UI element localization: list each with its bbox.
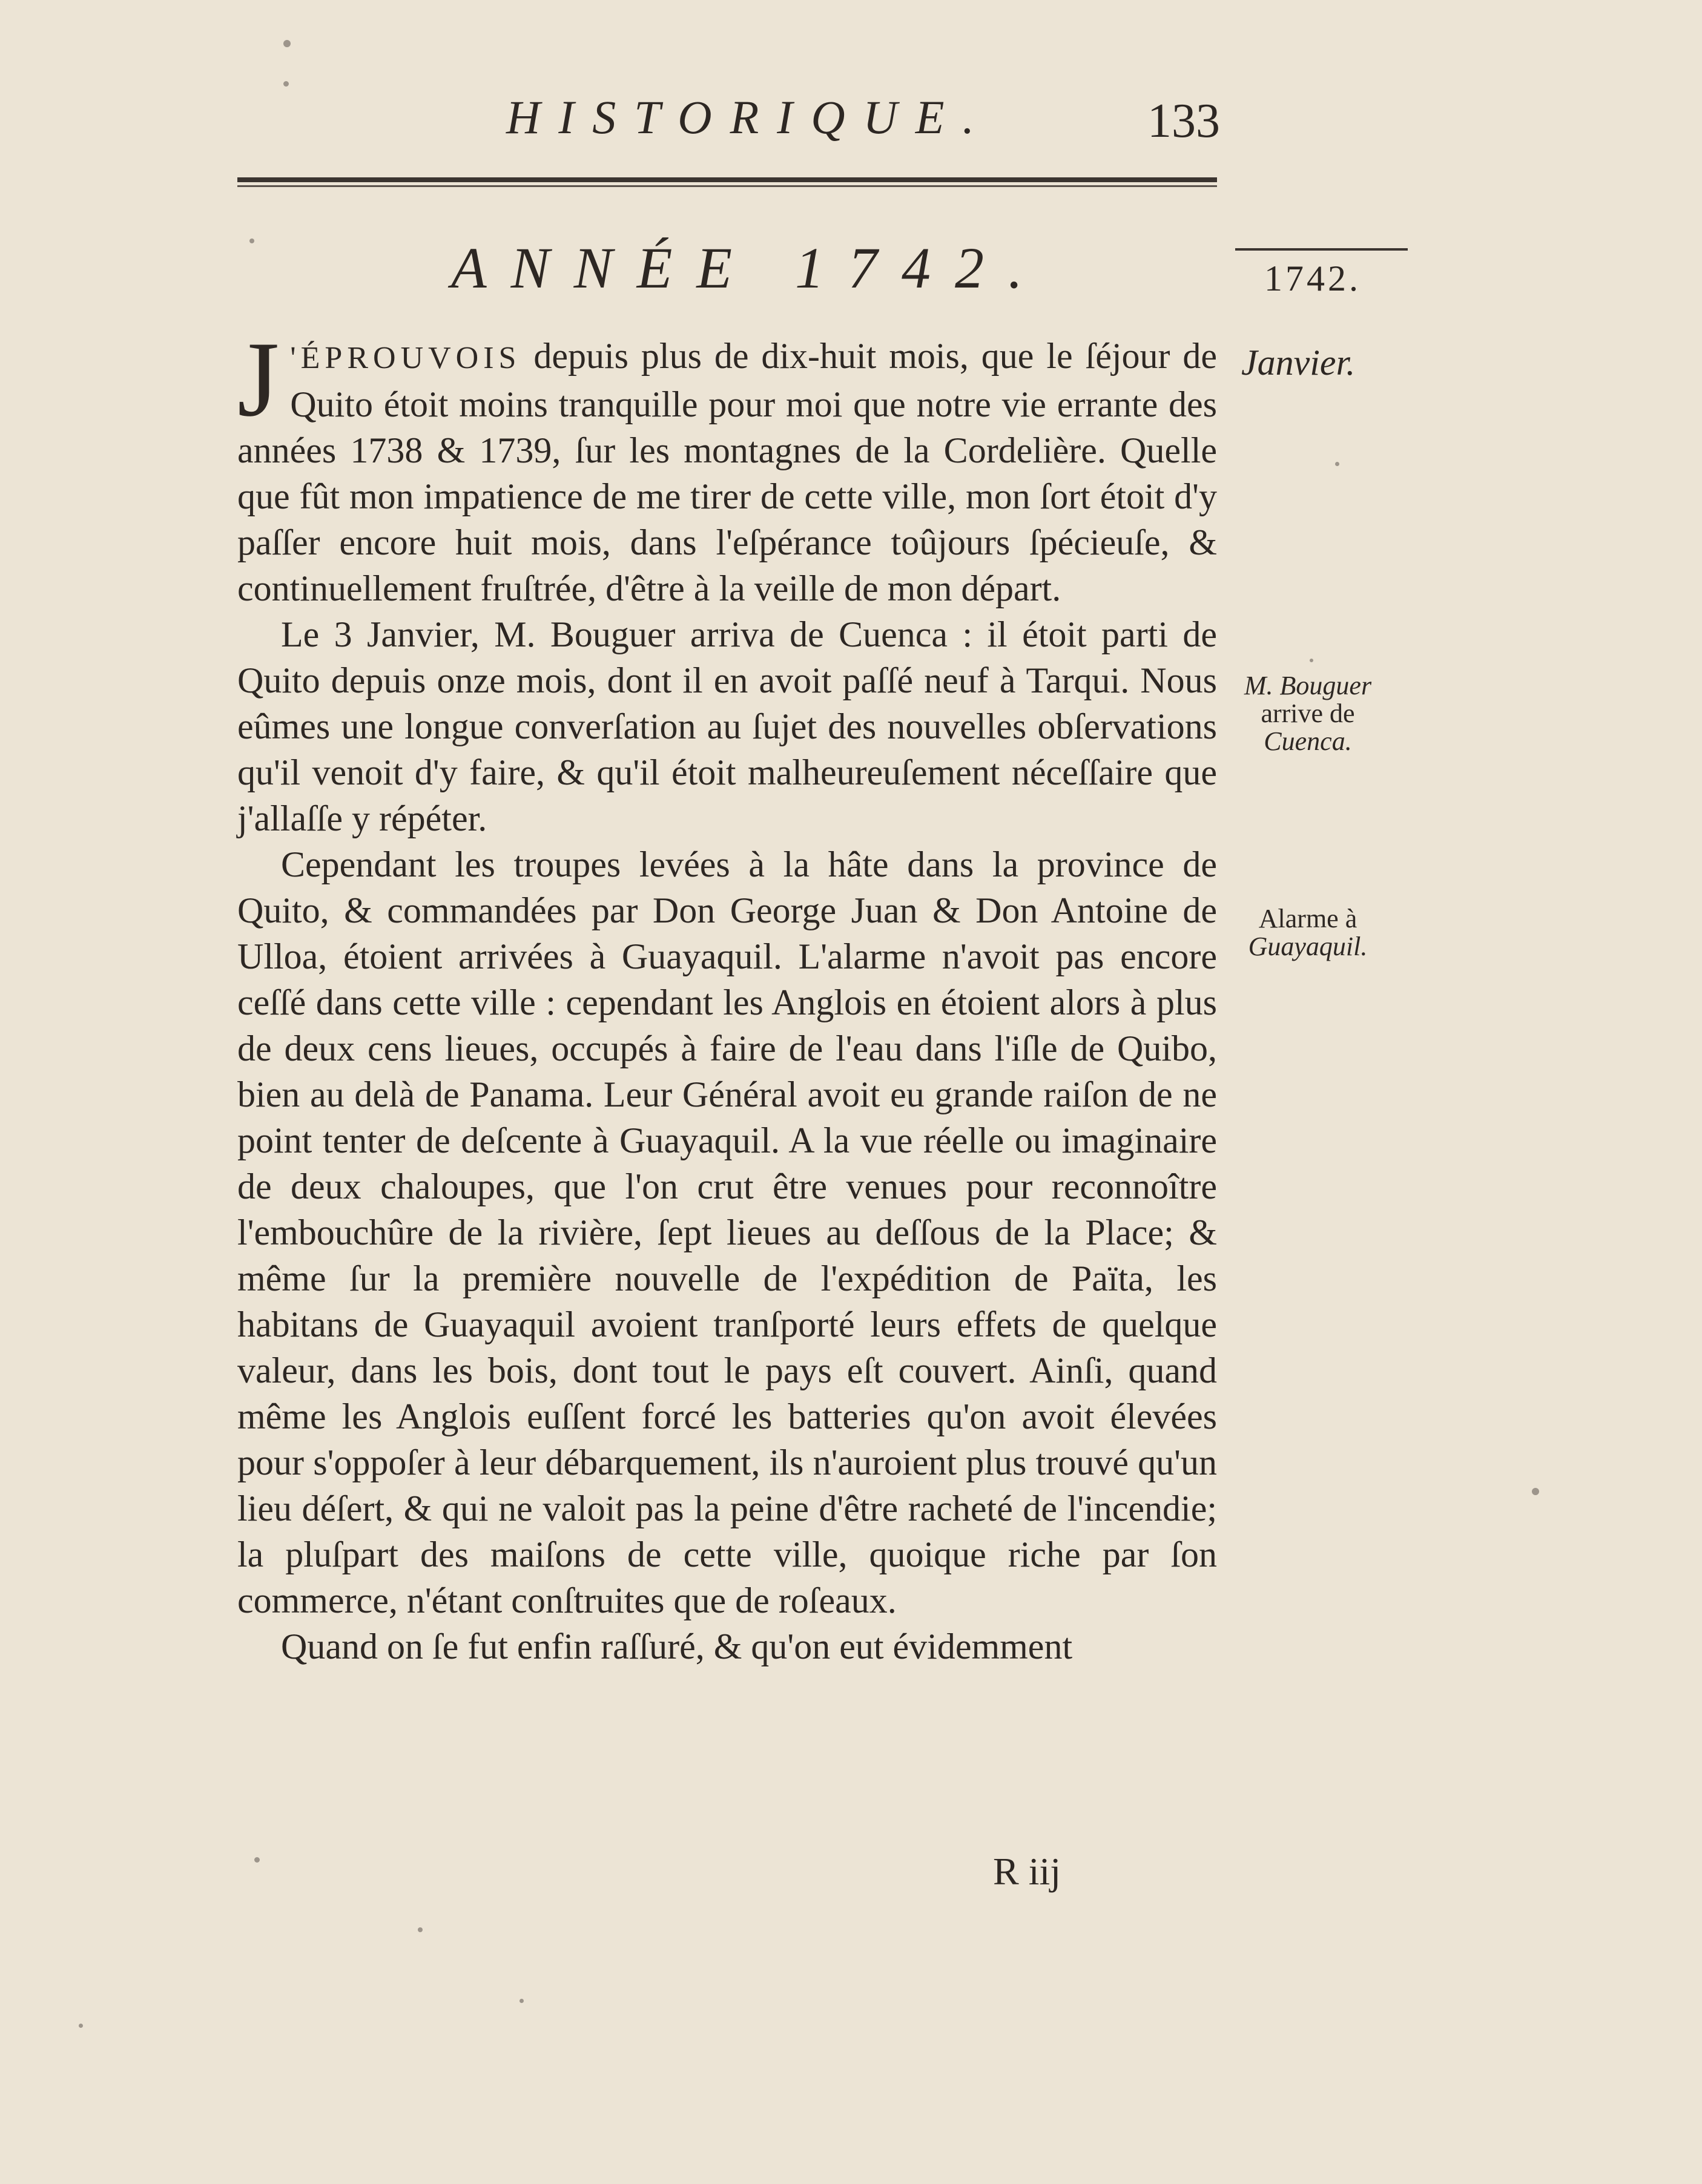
- paragraph-3: Cependant les troupes levées à la hâte dans la province de Quito, & commandées par Don George Juan & Don Antoine de Ulloa, étoient arrivées à Guayaquil. L'alarme n'avoit pas encore ceſſé dans cette ville : cependant les Anglois en étoient alors à plus de deux cens lieues, occupés à faire de l'eau dans l'iſle de Quibo, bien au delà de Panama. Leur Général avoit eu grande raiſon de ne point tenter de deſcente à Guayaquil. A la vue réelle ou imaginaire de deux chaloupes, que l'on crut être venues pour reconnoître l'embouchûre de la rivière, ſept lieues au deſſous de la Place; & même ſur la première nouvelle de l'expédition de Païta, les habitans de Guayaquil avoient tranſporté leurs effets de quelque valeur, dans les bois, dont tout le pays eſt couvert. Ainſi, quand même les Anglois euſſent forcé les batteries qu'on avoit élevées pour s'oppoſer à leur débarquement, ils n'auroient plus trouvé qu'un lieu déſert, & qui ne valoit pas la peine d'être racheté de l'incendie; la pluſpart des maiſons de cette ville, quoique riche par ſon commerce, n'étant conſtruites que de roſeaux.: [237, 844, 1217, 1620]
- drop-cap: J: [237, 319, 280, 439]
- paper-speck: [283, 81, 289, 87]
- paragraph-1: [237, 319, 1217, 611]
- paper-speck: [1335, 462, 1339, 466]
- paper-speck: [520, 1999, 524, 2003]
- paragraph-1-text: depuis plus de dix-huit mois, que le ſéjour de Quito étoit moins tranquille pour moi que notre vie errante des années 1738 & 1739, ſur les montagnes de la Cordelière. Quelle que fût mon impatience de me tirer de cette ville, mon ſort étoit d'y paſſer encore huit mois, dans l'eſpérance toûjours ſpécieuſe, & continuellement fruſtrée, d'être à la veille de mon départ.: [237, 336, 1217, 608]
- margin-note-janvier: Janvier.: [1241, 343, 1356, 383]
- margin-rule: [1235, 248, 1408, 251]
- margin-note-line: M. Bouguer: [1244, 671, 1372, 700]
- section-heading: ANNÉE 1742.: [451, 235, 1047, 300]
- paper-speck: [79, 2024, 83, 2028]
- header-rule: [237, 177, 1217, 187]
- paragraph-2: Le 3 Janvier, M. Bouguer arriva de Cuenca : il étoit parti de Quito depuis onze mois, dont il en avoit paſſé neuf à Tarqui. Nous eûmes une longue converſation au ſujet des nouvelles obſervations qu'il venoit d'y faire, & qu'il étoit malheureuſement néceſſaire que j'allaſſe y répéter.: [237, 614, 1217, 838]
- paper-speck: [1310, 659, 1313, 662]
- signature-mark: R iij: [993, 1850, 1061, 1893]
- margin-note-line: Guayaquil.: [1248, 932, 1368, 961]
- paper-speck: [1532, 1488, 1539, 1495]
- margin-note-line: arrive de: [1261, 699, 1355, 728]
- paper-speck: [254, 1857, 260, 1863]
- margin-note-alarme: [1217, 905, 1399, 961]
- margin-note-bouguer: [1217, 672, 1399, 755]
- paper-speck: [249, 238, 254, 243]
- lead-in: 'ÉPROUVOIS: [290, 341, 521, 375]
- paper-speck: [283, 40, 291, 47]
- page-number: 133: [1147, 94, 1220, 148]
- margin-year: 1742.: [1264, 258, 1361, 298]
- main-text: [237, 319, 1217, 1669]
- running-title: HISTORIQUE.: [506, 91, 993, 143]
- margin-note-line: Alarme à: [1258, 904, 1357, 933]
- margin-note-line: Cuenca.: [1264, 726, 1352, 756]
- paragraph-4: Quand on ſe fut enfin raſſuré, & qu'on eut évidemment: [281, 1626, 1073, 1666]
- paper-speck: [418, 1927, 423, 1932]
